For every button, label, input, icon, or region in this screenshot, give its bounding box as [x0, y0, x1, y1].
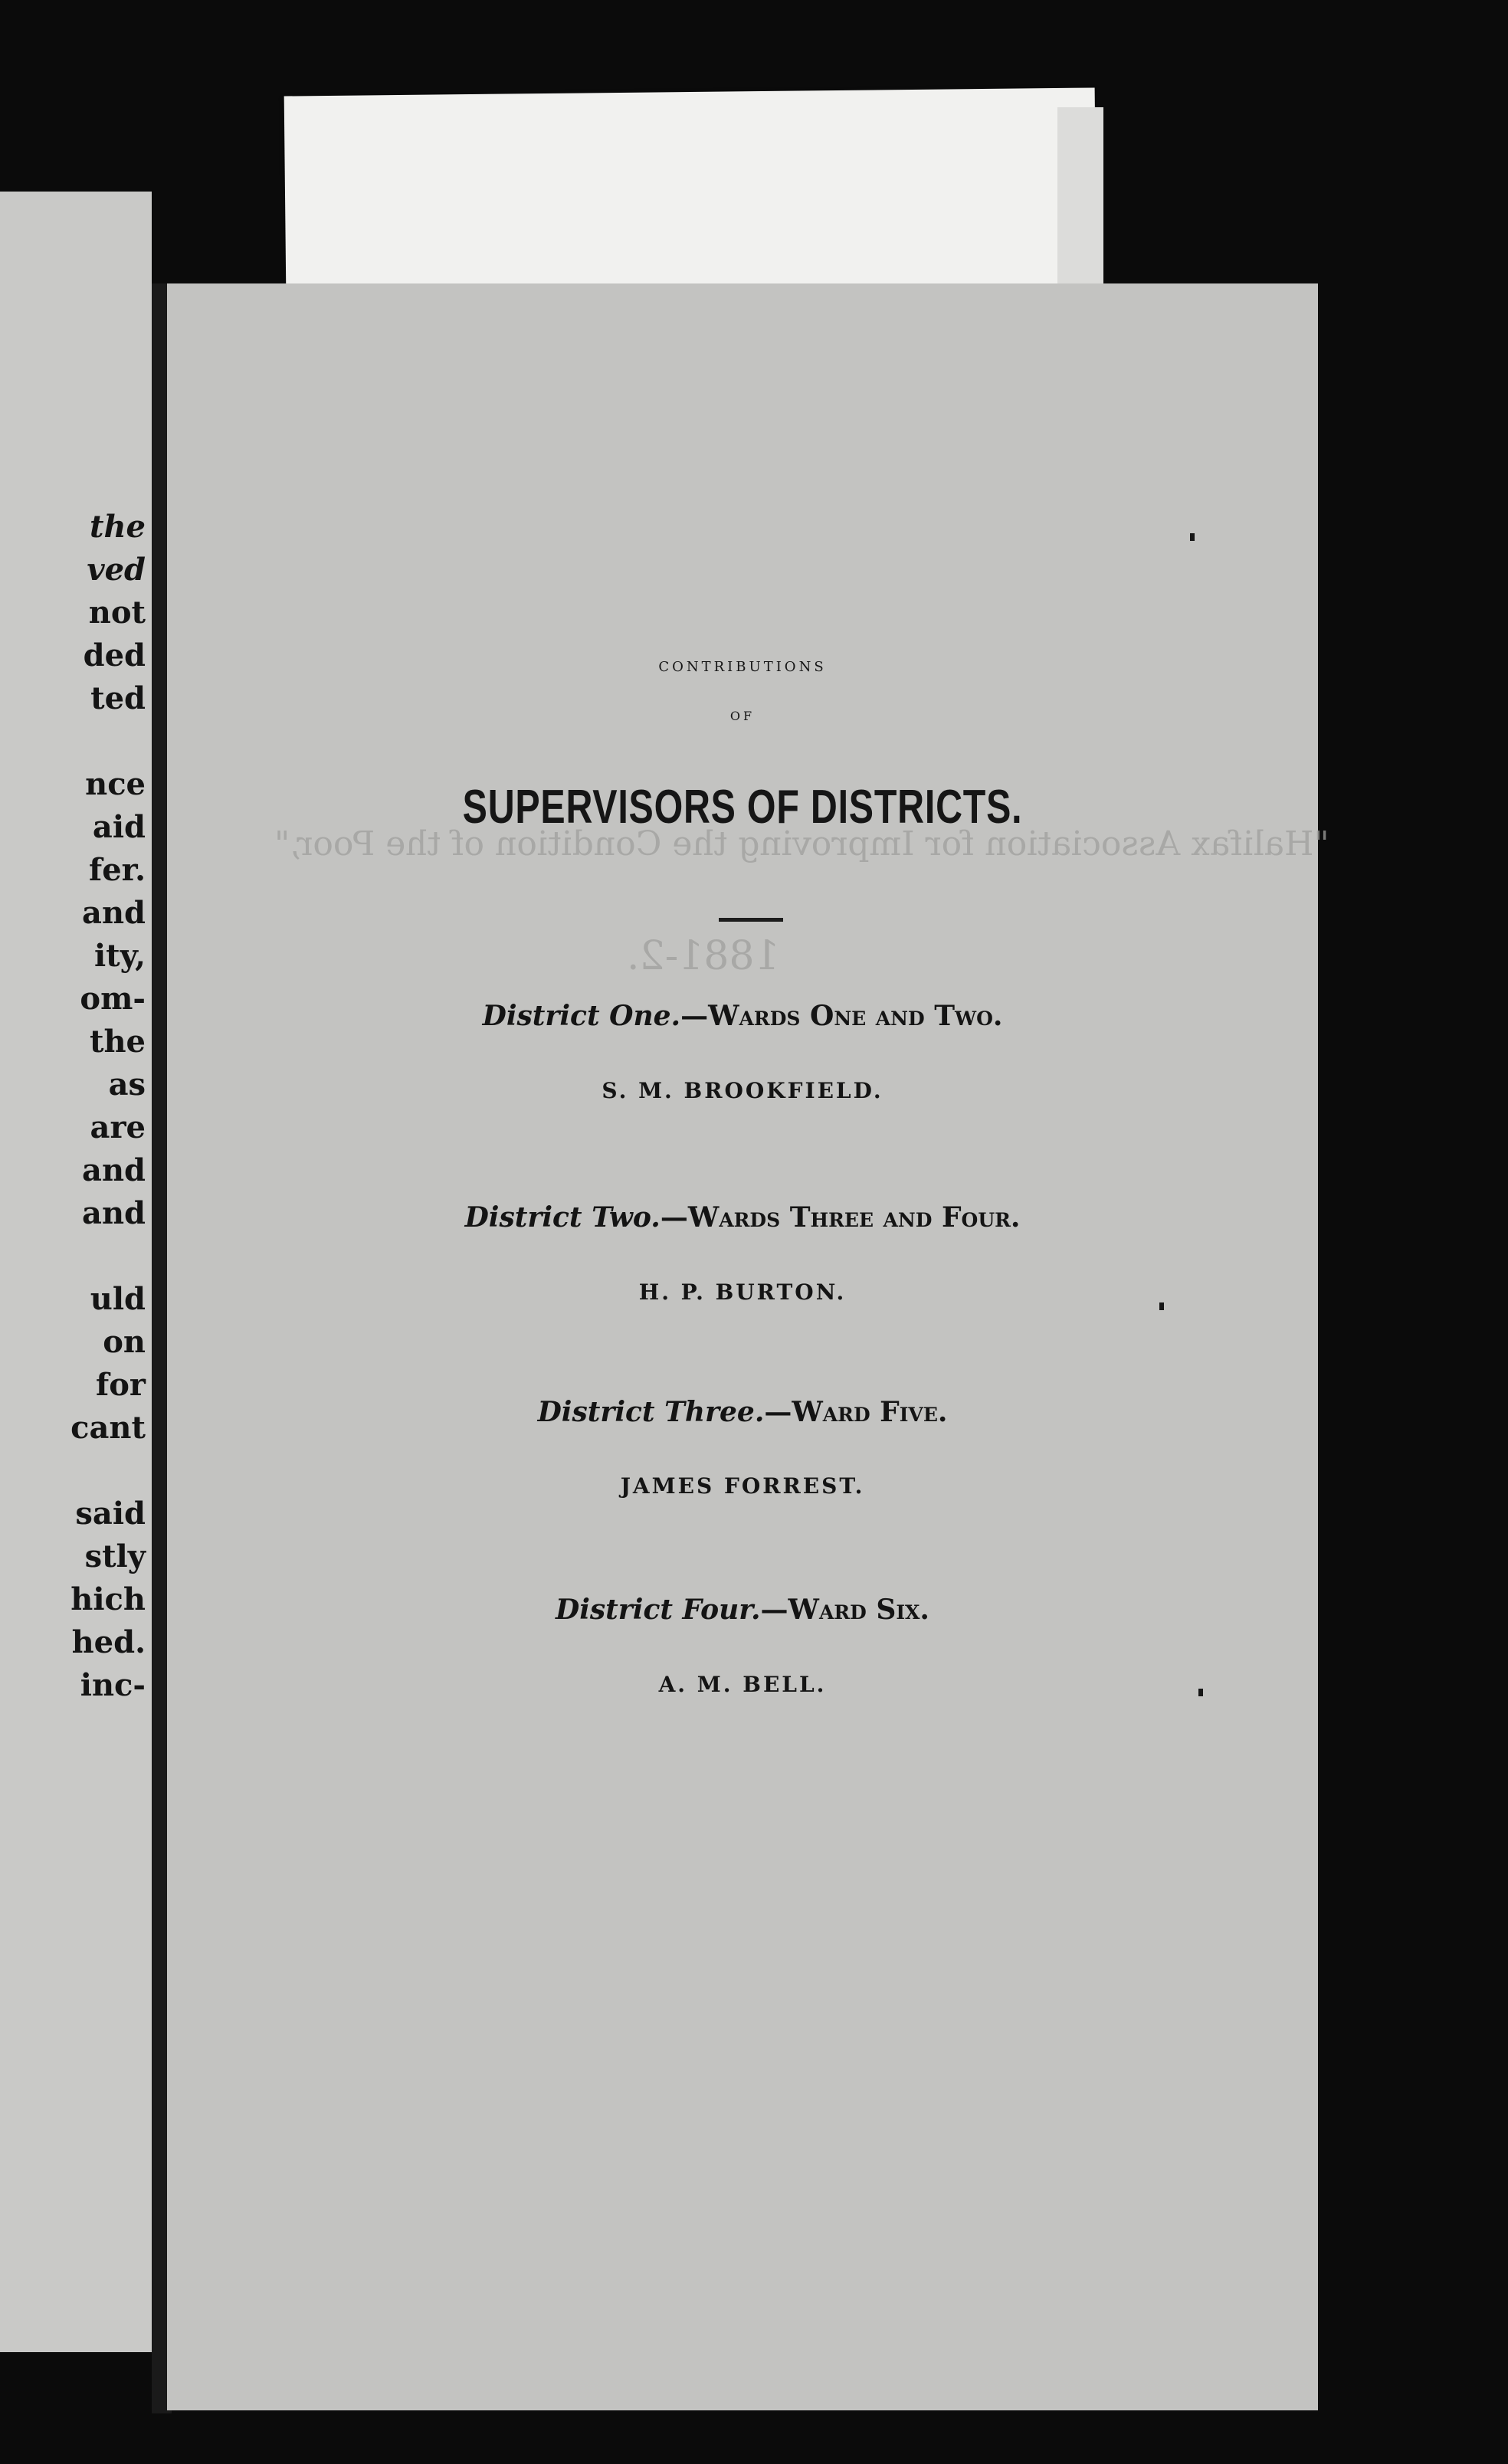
adjacent-word: stly — [84, 1538, 146, 1574]
speck-mark — [1159, 1302, 1164, 1310]
adjacent-word: on — [103, 1324, 146, 1360]
adjacent-word: om- — [80, 981, 146, 1017]
adjacent-word: said — [75, 1496, 146, 1532]
paper-scrap-edge — [1057, 107, 1103, 283]
adjacent-word: nce — [85, 766, 146, 802]
ward-label: —Ward Six. — [760, 1594, 929, 1626]
district-one-heading — [167, 1000, 1318, 1032]
page-title: SUPERVISORS OF DISTRICTS. — [462, 781, 1023, 834]
document-page — [167, 283, 1329, 2410]
district-label: District Four. — [556, 1594, 761, 1626]
adjacent-word: are — [90, 1109, 146, 1145]
title-rule — [719, 918, 783, 922]
adjacent-word: and — [82, 1152, 146, 1188]
adjacent-word: the — [89, 509, 146, 545]
supervisor-name: H. P. BURTON. — [638, 1280, 847, 1305]
paper-scrap — [284, 87, 1097, 297]
contributions-heading: CONTRIBUTIONS — [658, 659, 827, 675]
speck-mark — [1198, 1689, 1203, 1696]
supervisor-name: S. M. BROOKFIELD. — [602, 1078, 883, 1103]
adjacent-word: not — [88, 595, 146, 631]
adjacent-word: ity, — [93, 938, 146, 974]
adjacent-word: the — [89, 1024, 146, 1060]
district-label: District Two. — [464, 1201, 661, 1234]
supervisor-name: A. M. BELL. — [658, 1672, 827, 1697]
supervisor-name: JAMES FORREST. — [620, 1473, 865, 1499]
adjacent-word — [70, 720, 146, 763]
adjacent-word: ved — [87, 552, 146, 588]
adjacent-word: ded — [83, 637, 146, 673]
adjacent-word: as — [108, 1067, 146, 1103]
ward-label: —Ward Five. — [764, 1396, 948, 1428]
district-four-heading — [167, 1594, 1318, 1626]
adjacent-word: hed. — [71, 1624, 146, 1660]
adjacent-page — [0, 192, 152, 2352]
adjacent-word: fer. — [89, 852, 146, 888]
adjacent-word: inc- — [80, 1667, 146, 1703]
adjacent-word: ted — [90, 680, 146, 716]
district-label: District One. — [482, 1000, 681, 1032]
district-three-heading — [167, 1396, 1318, 1428]
adjacent-word: aid — [92, 809, 146, 845]
adjacent-page-text — [70, 506, 146, 1707]
ward-label: —Wards Three and Four. — [660, 1201, 1021, 1234]
ward-label: —Wards One and Two. — [680, 1000, 1003, 1032]
adjacent-word: and — [82, 895, 146, 931]
bleed-through-headline: "Halifax Association for Improving the Condition of the Poor," — [274, 824, 1329, 863]
district-two-heading — [167, 1201, 1318, 1234]
adjacent-word: and — [82, 1195, 146, 1231]
adjacent-word: for — [96, 1367, 146, 1403]
adjacent-word: hich — [70, 1581, 146, 1617]
speck-mark — [1190, 533, 1195, 541]
district-label: District Three. — [537, 1396, 765, 1428]
adjacent-word — [70, 1235, 146, 1278]
bleed-through-year: 1881-2. — [627, 933, 780, 979]
of-word: OF — [729, 709, 756, 723]
adjacent-word: uld — [90, 1281, 146, 1317]
adjacent-word: cant — [70, 1410, 146, 1446]
adjacent-word — [70, 1450, 146, 1492]
